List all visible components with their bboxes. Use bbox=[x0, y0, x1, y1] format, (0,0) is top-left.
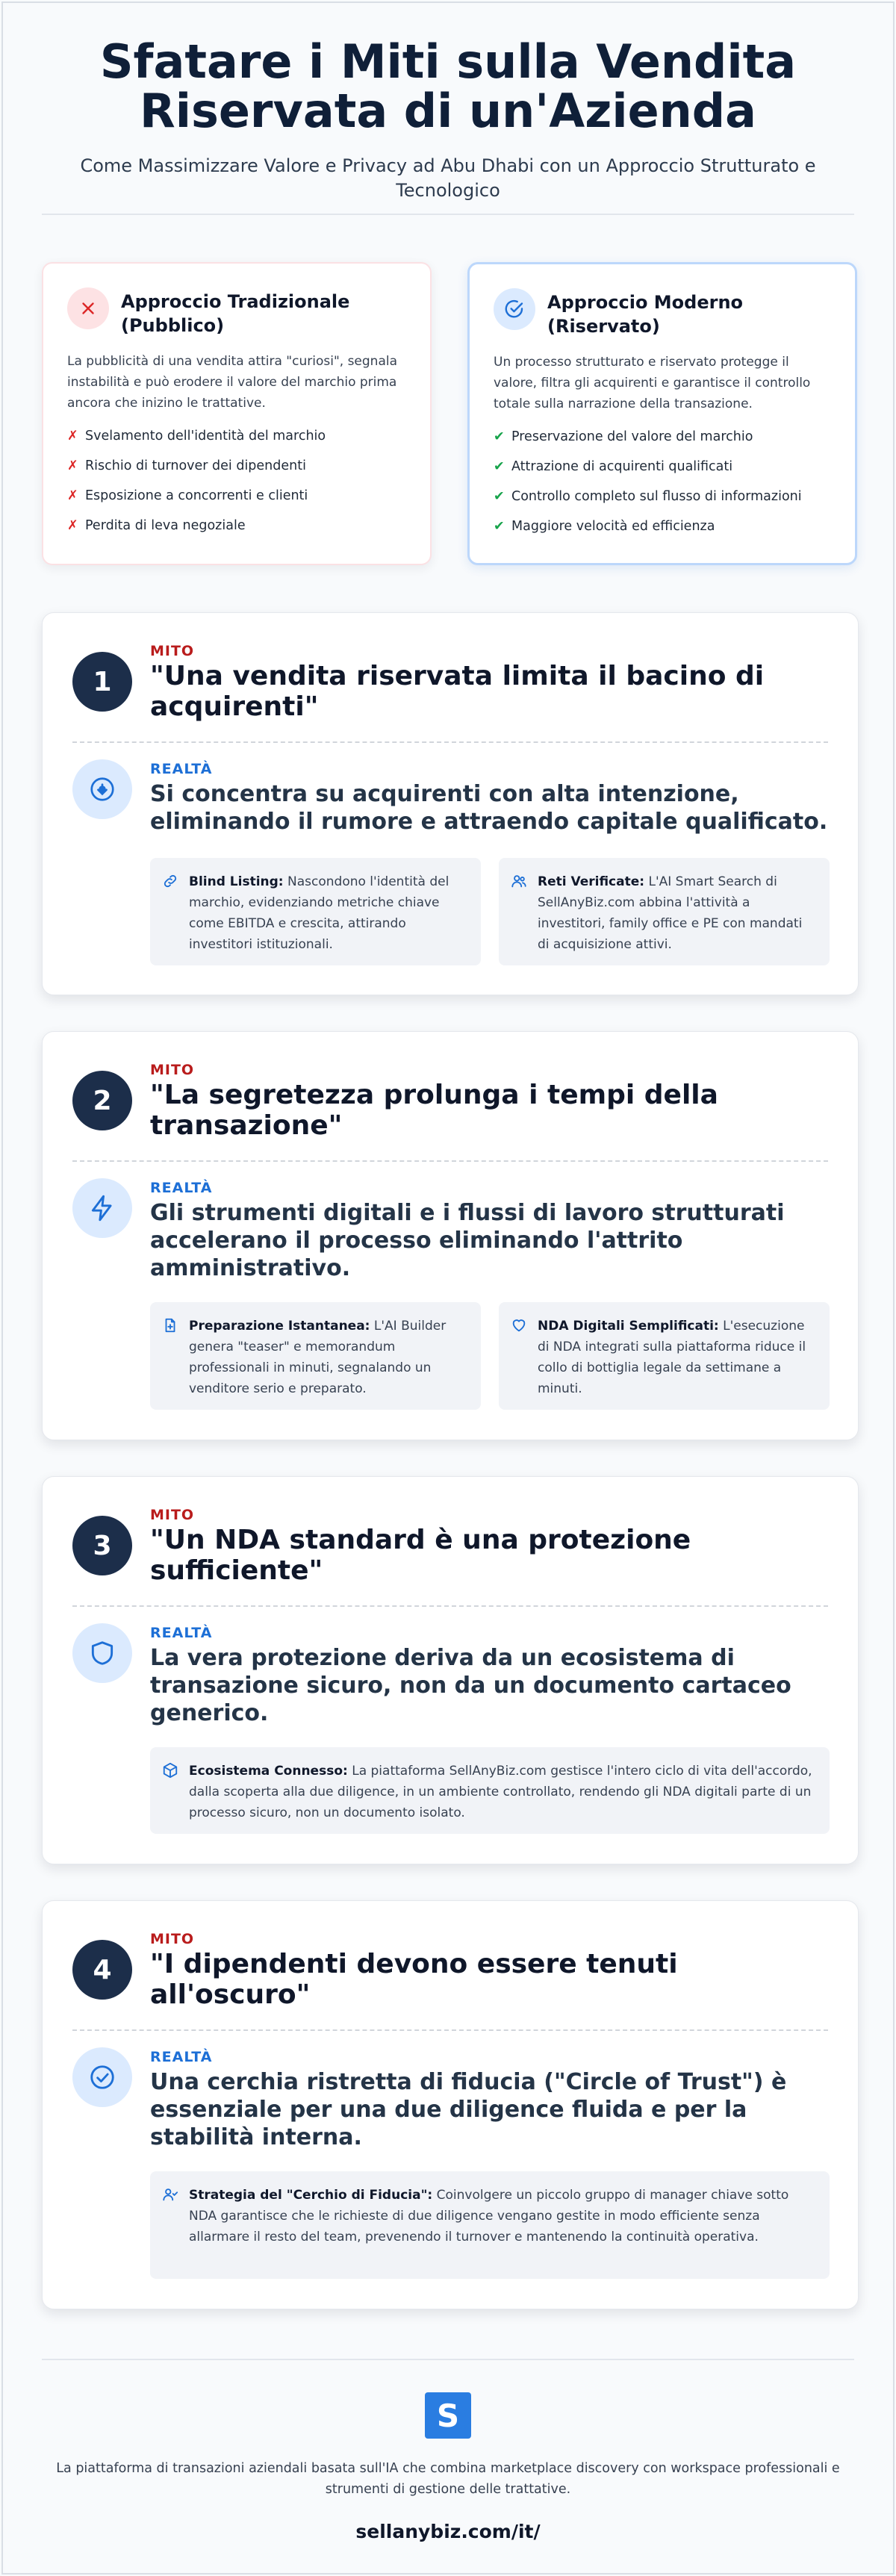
dashed-divider bbox=[72, 1160, 828, 1162]
cube-icon bbox=[162, 1762, 178, 1785]
list-item: ✗ Perdita di leva negoziale bbox=[67, 518, 246, 533]
reality-label: REALTÀ bbox=[150, 761, 213, 777]
cross-mark-icon: ✗ bbox=[67, 488, 78, 503]
link-icon bbox=[162, 873, 178, 896]
check-circle-icon bbox=[72, 2047, 132, 2107]
reality-statement: Si concentra su acquirenti con alta intenzione, eliminando il rumore e attraendo capitale qualificato. bbox=[150, 781, 828, 835]
footer-description: La piattaforma di transazioni aziendali basata sull'IA che combina marketplace discovery con workspace professionali e strumenti di gestione delle trattative. bbox=[56, 2461, 840, 2497]
footer bbox=[3, 2392, 893, 2542]
traditional-description: La pubblicità di una vendita attira "curiosi", segnala instabilità e può erodere il valore del marchio prima ancora che inizino le trattative. bbox=[67, 354, 398, 411]
list-item: ✔ Preservazione del valore del marchio bbox=[494, 429, 753, 444]
myth-number: 1 bbox=[72, 652, 132, 712]
list-item: ✗ Svelamento dell'identità del marchio bbox=[67, 429, 326, 444]
reality-label: REALTÀ bbox=[150, 1625, 213, 1641]
myth-statement: "Una vendita riservata limita il bacino di acquirenti" bbox=[150, 661, 765, 722]
check-mark-icon: ✔ bbox=[494, 489, 505, 504]
myth-label: MITO bbox=[150, 1931, 195, 1947]
page-title: Sfatare i Miti sulla Vendita Riservata di un'Azienda bbox=[99, 34, 797, 138]
list-item: ✔ Maggiore velocità ed efficienza bbox=[494, 519, 715, 534]
detail-box: Ecosistema Connesso: La piattaforma SellAnyBiz.com gestisce l'intero ciclo di vita dell'accordo, dalla scoperta alla due diligence, in un ambiente controllato, rendendo gli NDA digitali parte di un processo sicuro, non un documento isolato. bbox=[150, 1747, 830, 1834]
check-circle-icon bbox=[494, 288, 535, 330]
modern-list bbox=[494, 428, 831, 535]
reality-statement: Gli strumenti digitali e i flussi di lavoro strutturati accelerano il processo eliminando l'attrito amministrativo. bbox=[150, 1200, 785, 1281]
shield-icon bbox=[72, 1623, 132, 1683]
reality-label: REALTÀ bbox=[150, 2049, 213, 2065]
myth-statement: "Un NDA standard è una protezione sufficiente" bbox=[150, 1525, 691, 1586]
list-item: ✔ Controllo completo sul flusso di informazioni bbox=[494, 489, 802, 504]
myth-number: 4 bbox=[72, 1940, 132, 2000]
list-item: ✔ Attrazione di acquirenti qualificati bbox=[494, 459, 733, 474]
myth-card-1 bbox=[42, 612, 859, 995]
divider bbox=[42, 214, 854, 215]
modern-title: Approccio Moderno (Riservato) bbox=[547, 292, 744, 337]
myth-number: 2 bbox=[72, 1071, 132, 1130]
cross-mark-icon: ✗ bbox=[67, 429, 78, 444]
detail-box: Blind Listing: Nascondono l'identità del marchio, evidenziando metriche chiave come EBITDA e crescita, attirando investitori istituzionali. bbox=[150, 858, 481, 965]
page-subtitle: Come Massimizzare Valore e Privacy ad Abu Dhabi con un Approccio Strutturato e Tecnologico bbox=[80, 155, 816, 201]
detail-box: Preparazione Istantanea: L'AI Builder genera "teaser" e memorandum professionali in minuti, segnalando un venditore serio e preparato. bbox=[150, 1302, 481, 1410]
check-mark-icon: ✔ bbox=[494, 519, 505, 534]
myth-card-2 bbox=[42, 1031, 859, 1440]
myth-statement: "I dipendenti devono essere tenuti all'oscuro" bbox=[150, 1949, 678, 2010]
target-icon bbox=[72, 759, 132, 819]
reality-label: REALTÀ bbox=[150, 1180, 213, 1196]
check-mark-icon: ✔ bbox=[494, 429, 505, 444]
users-icon bbox=[511, 873, 527, 896]
comparison-section bbox=[42, 262, 859, 565]
lightning-icon bbox=[72, 1178, 132, 1238]
traditional-title: Approccio Tradizionale (Pubblico) bbox=[121, 291, 350, 336]
myth-label: MITO bbox=[150, 1507, 195, 1523]
reality-statement: La vera protezione deriva da un ecosistema di transazione sicuro, non da un documento cartaceo generico. bbox=[150, 1645, 791, 1726]
divider bbox=[42, 2359, 854, 2360]
cross-mark-icon: ✗ bbox=[67, 518, 78, 533]
infographic-page bbox=[1, 1, 895, 2575]
reality-statement: Una cerchia ristretta di fiducia ("Circle of Trust") è essenziale per una due diligence fluida e per la stabilità interna. bbox=[150, 2069, 787, 2150]
detail-box: Reti Verificate: L'AI Smart Search di SellAnyBiz.com abbina l'attività a investitori, family office e PE con mandati di acquisizione attivi. bbox=[499, 858, 830, 965]
heart-icon bbox=[511, 1317, 527, 1340]
traditional-approach-card bbox=[42, 262, 432, 565]
dashed-divider bbox=[72, 741, 828, 743]
myth-card-3 bbox=[42, 1476, 859, 1864]
footer-url[interactable]: sellanybiz.com/it/ bbox=[355, 2521, 541, 2542]
check-mark-icon: ✔ bbox=[494, 459, 505, 474]
document-icon bbox=[162, 1317, 178, 1340]
cross-mark-icon: ✗ bbox=[67, 458, 78, 473]
dashed-divider bbox=[72, 1605, 828, 1607]
list-item: ✗ Rischio di turnover dei dipendenti bbox=[67, 458, 306, 473]
list-item: ✗ Esposizione a concorrenti e clienti bbox=[67, 488, 308, 503]
detail-box: NDA Digitali Semplificati: L'esecuzione di NDA integrati sulla piattaforma riduce il collo di bottiglia legale da settimane a minuti. bbox=[499, 1302, 830, 1410]
detail-box: Strategia del "Cerchio di Fiducia": Coinvolgere un piccolo gruppo di manager chiave sotto NDA garantisce che le richieste di due diligence vengano gestite in modo efficiente senza allarmare il resto del team, prevenendo il turnover e mantenendo la continuità operativa. bbox=[150, 2171, 830, 2279]
myth-number: 3 bbox=[72, 1516, 132, 1575]
modern-description: Un processo strutturato e riservato protegge il valore, filtra gli acquirenti e garantisce il controllo totale sulla narrazione della transazione. bbox=[494, 355, 811, 411]
logo: S bbox=[425, 2392, 471, 2439]
myth-card-4 bbox=[42, 1900, 859, 2309]
x-icon bbox=[67, 287, 109, 329]
myth-statement: "La segretezza prolunga i tempi della transazione" bbox=[150, 1080, 718, 1141]
myth-label: MITO bbox=[150, 1062, 195, 1078]
dashed-divider bbox=[72, 2029, 828, 2031]
header bbox=[3, 3, 893, 203]
modern-approach-card bbox=[467, 262, 857, 565]
myth-label: MITO bbox=[150, 643, 195, 659]
traditional-list bbox=[67, 427, 406, 535]
user-check-icon bbox=[162, 2186, 178, 2209]
